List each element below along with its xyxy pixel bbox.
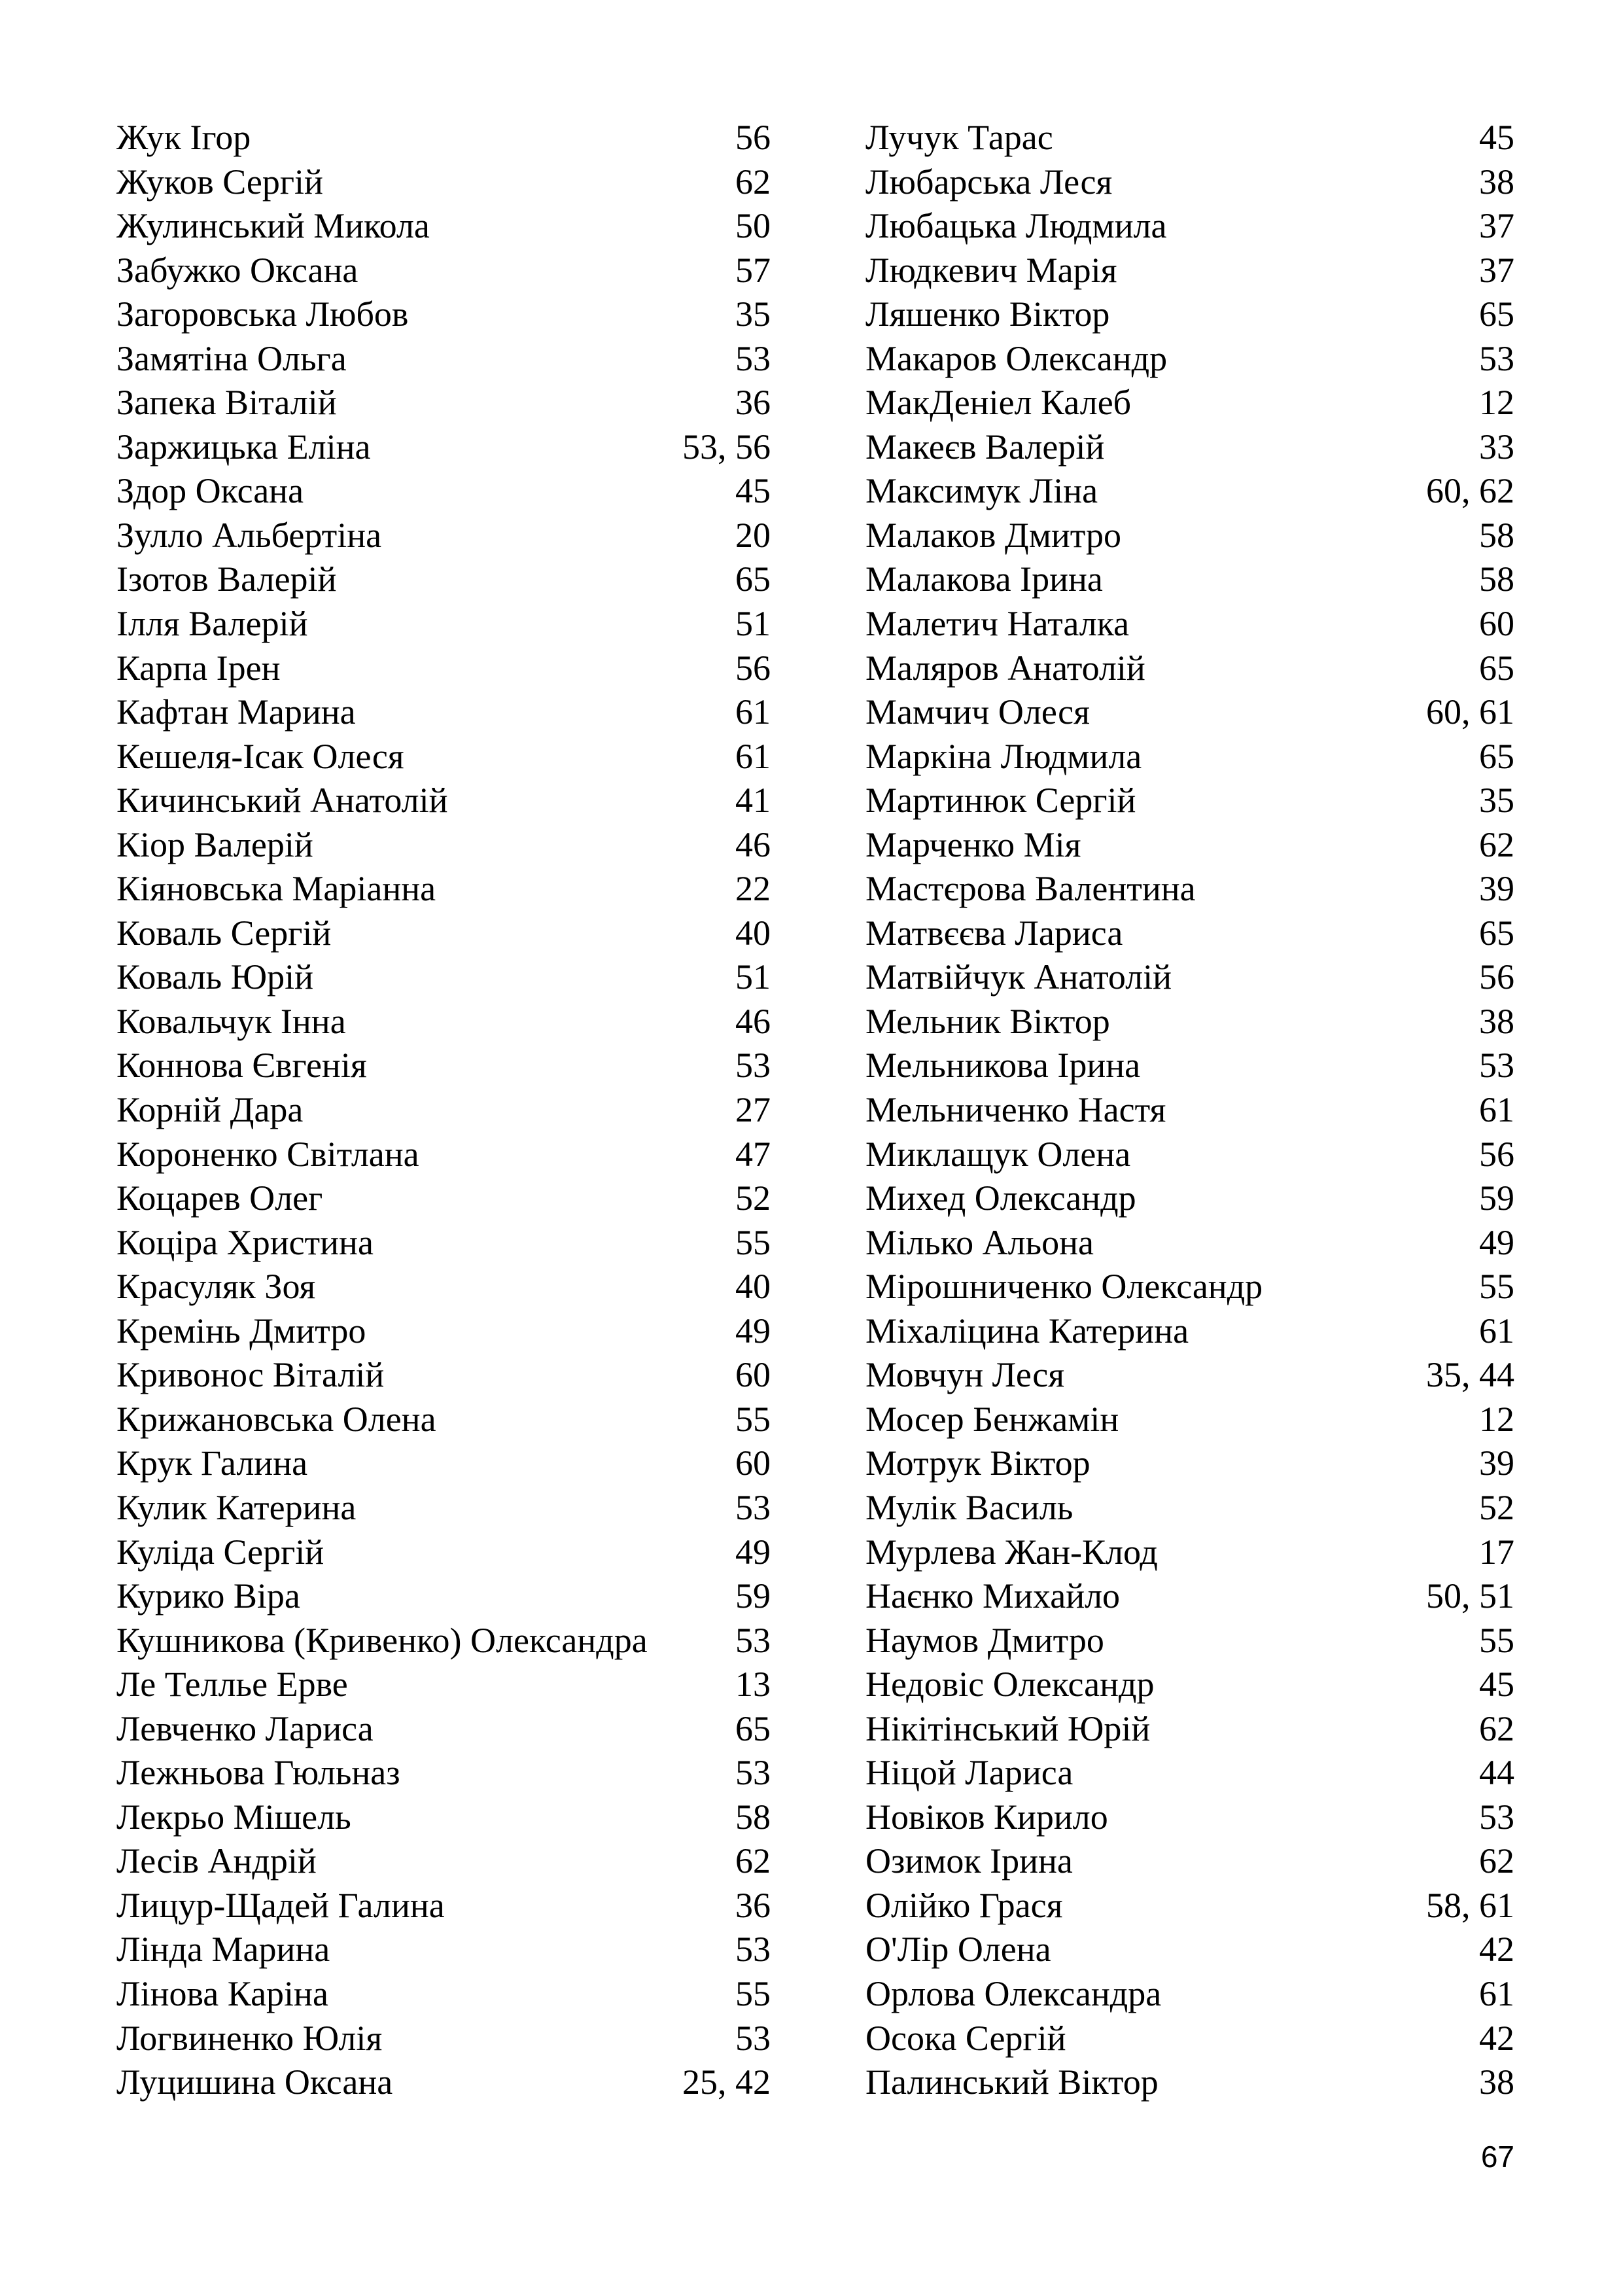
index-entry — [865, 1795, 1514, 1840]
entry-pages: 49 — [735, 1532, 771, 1572]
index-entry — [865, 1751, 1514, 1795]
index-entry — [116, 1044, 771, 1088]
index-entry — [865, 1309, 1514, 1354]
entry-pages: 51 — [735, 957, 771, 997]
index-entry — [116, 867, 771, 911]
entry-name: Любарська Леся — [865, 162, 1113, 202]
entry-pages: 39 — [1479, 1443, 1514, 1483]
entry-name: Коваль Сергій — [116, 913, 332, 953]
entry-name: Лесів Андрій — [116, 1841, 317, 1881]
entry-name: Озимок Ірина — [865, 1841, 1073, 1881]
entry-pages: 35 — [735, 294, 771, 334]
index-entry — [865, 823, 1514, 868]
index-entry — [865, 1000, 1514, 1044]
index-entry — [865, 514, 1514, 558]
entry-pages: 61 — [735, 736, 771, 776]
index-entry — [116, 646, 771, 691]
index-entry — [116, 292, 771, 337]
entry-pages: 56 — [735, 648, 771, 688]
entry-pages: 12 — [1479, 383, 1514, 423]
entry-pages: 45 — [735, 471, 771, 511]
entry-pages: 35 — [1479, 781, 1514, 821]
index-entry — [865, 735, 1514, 779]
entry-pages: 53, 56 — [682, 427, 771, 467]
index-entry — [116, 337, 771, 381]
entry-name: Лицур-Щадей Галина — [116, 1885, 445, 1925]
index-entry — [865, 425, 1514, 470]
index-entry — [116, 1133, 771, 1177]
entry-name: Кешеля-Ісак Олеся — [116, 736, 404, 776]
entry-name: Ізотов Валерій — [116, 559, 337, 599]
index-entry — [865, 116, 1514, 160]
index-entry — [865, 602, 1514, 646]
entry-pages: 53 — [735, 1046, 771, 1086]
entry-name: Ляшенко Віктор — [865, 294, 1110, 334]
entry-name: Короненко Світлана — [116, 1134, 419, 1174]
index-entry — [116, 911, 771, 956]
entry-name: Здор Оксана — [116, 471, 304, 511]
entry-name: Крижановська Олена — [116, 1399, 436, 1439]
entry-name: Лекрьо Мішель — [116, 1797, 351, 1837]
entry-name: Мулік Василь — [865, 1487, 1073, 1527]
entry-name: Матвійчук Анатолій — [865, 957, 1172, 997]
index-entry — [865, 204, 1514, 249]
index-entry — [116, 1398, 771, 1442]
index-entry — [116, 1486, 771, 1530]
index-entry — [865, 1398, 1514, 1442]
entry-pages: 36 — [735, 1885, 771, 1925]
index-entry — [116, 1088, 771, 1133]
entry-name: Жук Ігор — [116, 118, 251, 157]
index-entry — [865, 1663, 1514, 1707]
entry-pages: 42 — [1479, 1930, 1514, 1969]
entry-pages: 53 — [735, 1753, 771, 1793]
index-entry — [116, 1795, 771, 1840]
entry-pages: 17 — [1479, 1532, 1514, 1572]
entry-name: Ілля Валерій — [116, 604, 308, 644]
index-entry — [865, 160, 1514, 205]
entry-name: Лежньова Гюльназ — [116, 1753, 400, 1793]
entry-pages: 55 — [735, 1399, 771, 1439]
entry-pages: 37 — [1479, 250, 1514, 290]
entry-name: О'Лір Олена — [865, 1930, 1051, 1969]
entry-name: Лучук Тарас — [865, 118, 1053, 157]
entry-name: Мамчич Олеся — [865, 692, 1090, 732]
entry-pages: 58, 61 — [1426, 1885, 1514, 1925]
entry-name: Коцарев Олег — [116, 1178, 323, 1218]
entry-pages: 55 — [735, 1973, 771, 2013]
entry-name: Миклащук Олена — [865, 1134, 1131, 1174]
index-entry — [116, 602, 771, 646]
index-entry — [865, 292, 1514, 337]
index-entry — [116, 1309, 771, 1354]
entry-pages: 22 — [735, 869, 771, 909]
index-entry — [865, 1884, 1514, 1928]
entry-pages: 39 — [1479, 869, 1514, 909]
index-entry — [116, 514, 771, 558]
entry-pages: 38 — [1479, 162, 1514, 202]
entry-pages: 53 — [735, 338, 771, 378]
entry-name: Орлова Олександра — [865, 1973, 1162, 2013]
index-entry — [865, 337, 1514, 381]
index-entry — [865, 2060, 1514, 2105]
entry-name: Мастєрова Валентина — [865, 869, 1196, 909]
entry-name: Коціра Христина — [116, 1222, 374, 1262]
index-entry — [865, 1972, 1514, 2017]
entry-name: Красуляк Зоя — [116, 1267, 316, 1307]
entry-name: Мірошниченко Олександр — [865, 1267, 1263, 1307]
index-entry — [116, 1663, 771, 1707]
index-entry — [116, 1530, 771, 1575]
entry-pages: 62 — [1479, 824, 1514, 864]
entry-pages: 65 — [1479, 648, 1514, 688]
entry-pages: 60 — [735, 1443, 771, 1483]
index-entry — [865, 1133, 1514, 1177]
index-entry — [865, 1441, 1514, 1486]
entry-name: Зулло Альбертіна — [116, 515, 382, 555]
entry-name: Максимук Ліна — [865, 471, 1098, 511]
entry-pages: 20 — [735, 515, 771, 555]
index-entry — [116, 469, 771, 514]
index-entry — [116, 1000, 771, 1044]
entry-pages: 25, 42 — [682, 2062, 771, 2102]
entry-name: Курико Віра — [116, 1576, 300, 1616]
entry-name: Кривонос Віталій — [116, 1355, 385, 1395]
entry-name: Осока Сергій — [865, 2018, 1066, 2058]
entry-pages: 35, 44 — [1426, 1355, 1514, 1395]
index-entry — [116, 1928, 771, 1972]
index-entry — [865, 1044, 1514, 1088]
entry-pages: 53 — [735, 1930, 771, 1969]
entry-name: МакДеніел Калеб — [865, 383, 1132, 423]
entry-pages: 40 — [735, 913, 771, 953]
page-number: 67 — [1480, 2140, 1514, 2174]
index-entry — [116, 1884, 771, 1928]
entry-pages: 45 — [1479, 118, 1514, 157]
entry-name: Наєнко Михайло — [865, 1576, 1121, 1616]
index-column-right — [865, 116, 1514, 2105]
index-entry — [116, 1176, 771, 1221]
entry-name: Ковальчук Інна — [116, 1001, 346, 1041]
entry-name: Макаров Олександр — [865, 338, 1168, 378]
index-entry — [116, 249, 771, 293]
index-entry — [116, 735, 771, 779]
entry-name: Маркіна Людмила — [865, 736, 1142, 776]
entry-name: Кушникова (Кривенко) Олександра — [116, 1620, 648, 1660]
index-entry — [116, 1221, 771, 1265]
index-entry — [116, 1972, 771, 2017]
entry-pages: 65 — [735, 559, 771, 599]
index-entry — [116, 116, 771, 160]
entry-name: Левченко Лариса — [116, 1708, 374, 1748]
entry-name: Карпа Ірен — [116, 648, 281, 688]
entry-name: Коннова Євгенія — [116, 1046, 367, 1086]
index-entry — [865, 955, 1514, 1000]
entry-name: Міхаліцина Катерина — [865, 1311, 1189, 1351]
entry-name: Мілько Альона — [865, 1222, 1094, 1262]
entry-pages: 41 — [735, 781, 771, 821]
entry-pages: 65 — [1479, 736, 1514, 776]
entry-name: Маляров Анатолій — [865, 648, 1145, 688]
entry-pages: 57 — [735, 250, 771, 290]
entry-pages: 53 — [735, 2018, 771, 2058]
entry-pages: 44 — [1479, 1753, 1514, 1793]
index-entry — [116, 690, 771, 735]
index-entry — [865, 1574, 1514, 1619]
entry-name: Забужко Оксана — [116, 250, 358, 290]
entry-name: Матвєєва Лариса — [865, 913, 1123, 953]
entry-pages: 58 — [735, 1797, 771, 1837]
entry-name: Людкевич Марія — [865, 250, 1117, 290]
entry-pages: 65 — [735, 1708, 771, 1748]
entry-pages: 65 — [1479, 294, 1514, 334]
index-entry — [865, 1530, 1514, 1575]
entry-name: Ніцой Лариса — [865, 1753, 1073, 1793]
entry-pages: 61 — [1479, 1090, 1514, 1130]
entry-pages: 46 — [735, 1001, 771, 1041]
entry-pages: 42 — [1479, 2018, 1514, 2058]
entry-name: Малакова Ірина — [865, 559, 1103, 599]
entry-name: Олійко Грася — [865, 1885, 1063, 1925]
entry-pages: 36 — [735, 383, 771, 423]
entry-name: Мурлева Жан-Клод — [865, 1532, 1158, 1572]
entry-name: Палинський Віктор — [865, 2062, 1159, 2102]
entry-pages: 56 — [1479, 1134, 1514, 1174]
entry-pages: 62 — [735, 1841, 771, 1881]
entry-name: Жуков Сергій — [116, 162, 323, 202]
entry-pages: 52 — [735, 1178, 771, 1218]
entry-name: Кулик Катерина — [116, 1487, 357, 1527]
entry-name: Лінова Каріна — [116, 1973, 328, 2013]
entry-name: Наумов Дмитро — [865, 1620, 1104, 1660]
index-entry — [116, 381, 771, 425]
entry-name: Мартинюк Сергій — [865, 781, 1136, 821]
index-entry — [865, 381, 1514, 425]
entry-name: Жулинський Микола — [116, 206, 430, 246]
entry-pages: 50 — [735, 206, 771, 246]
index-entry — [865, 1707, 1514, 1752]
index-entry — [116, 425, 771, 470]
entry-name: Нікітінський Юрій — [865, 1708, 1151, 1748]
entry-name: Логвиненко Юлія — [116, 2018, 383, 2058]
entry-name: Недовіс Олександр — [865, 1665, 1155, 1704]
entry-pages: 60, 62 — [1426, 471, 1514, 511]
entry-pages: 49 — [1479, 1222, 1514, 1262]
index-column-left — [116, 116, 771, 2105]
index-entry — [116, 1619, 771, 1663]
entry-pages: 61 — [1479, 1973, 1514, 2013]
entry-name: Мельниченко Настя — [865, 1090, 1166, 1130]
entry-pages: 45 — [1479, 1665, 1514, 1704]
index-entry — [116, 1751, 771, 1795]
entry-pages: 52 — [1479, 1487, 1514, 1527]
index-entry — [116, 1839, 771, 1884]
index-entry — [865, 1619, 1514, 1663]
index-entry — [865, 911, 1514, 956]
index-entry — [116, 955, 771, 1000]
index-entry — [865, 1265, 1514, 1309]
entry-pages: 56 — [1479, 957, 1514, 997]
index-entry — [116, 1574, 771, 1619]
entry-pages: 55 — [1479, 1620, 1514, 1660]
entry-name: Михед Олександр — [865, 1178, 1136, 1218]
entry-pages: 13 — [735, 1665, 771, 1704]
entry-name: Марченко Мія — [865, 824, 1081, 864]
entry-name: Мовчун Леся — [865, 1355, 1065, 1395]
entry-name: Кремінь Дмитро — [116, 1311, 366, 1351]
index-entry — [865, 690, 1514, 735]
index-entry — [116, 160, 771, 205]
entry-name: Кафтан Марина — [116, 692, 356, 732]
entry-pages: 56 — [735, 118, 771, 157]
entry-name: Мосер Бенжамін — [865, 1399, 1119, 1439]
index-entry — [865, 1221, 1514, 1265]
entry-name: Кичинський Анатолій — [116, 781, 448, 821]
entry-pages: 55 — [1479, 1267, 1514, 1307]
index-entry — [865, 1088, 1514, 1133]
entry-name: Крук Галина — [116, 1443, 308, 1483]
index-entry — [865, 1176, 1514, 1221]
entry-name: Лінда Марина — [116, 1930, 330, 1969]
entry-name: Новіков Кирило — [865, 1797, 1108, 1837]
entry-pages: 38 — [1479, 1001, 1514, 1041]
entry-pages: 58 — [1479, 515, 1514, 555]
entry-pages: 27 — [735, 1090, 771, 1130]
entry-pages: 38 — [1479, 2062, 1514, 2102]
index-entry — [865, 2017, 1514, 2061]
entry-pages: 60, 61 — [1426, 692, 1514, 732]
index-entry — [116, 823, 771, 868]
index-entry — [116, 1707, 771, 1752]
entry-pages: 59 — [1479, 1178, 1514, 1218]
index-entry — [116, 1265, 771, 1309]
entry-pages: 12 — [1479, 1399, 1514, 1439]
entry-pages: 46 — [735, 824, 771, 864]
entry-name: Замятіна Ольга — [116, 338, 347, 378]
index-entry — [865, 867, 1514, 911]
entry-pages: 59 — [735, 1576, 771, 1616]
entry-name: Ле Теллье Ерве — [116, 1665, 348, 1704]
index-entry — [865, 249, 1514, 293]
entry-pages: 55 — [735, 1222, 771, 1262]
entry-pages: 50, 51 — [1426, 1576, 1514, 1616]
entry-name: Загоровська Любов — [116, 294, 409, 334]
entry-name: Малетич Наталка — [865, 604, 1130, 644]
entry-pages: 58 — [1479, 559, 1514, 599]
index-entry — [116, 204, 771, 249]
index-entry — [865, 646, 1514, 691]
entry-name: Кіяновська Маріанна — [116, 869, 436, 909]
index-entry — [116, 1441, 771, 1486]
entry-pages: 47 — [735, 1134, 771, 1174]
entry-pages: 33 — [1479, 427, 1514, 467]
entry-name: Мельник Віктор — [865, 1001, 1110, 1041]
entry-pages: 60 — [1479, 604, 1514, 644]
index-entry — [865, 1353, 1514, 1398]
index-entry — [865, 469, 1514, 514]
entry-pages: 60 — [735, 1355, 771, 1395]
entry-name: Малаков Дмитро — [865, 515, 1122, 555]
entry-name: Луцишина Оксана — [116, 2062, 393, 2102]
entry-name: Любацька Людмила — [865, 206, 1167, 246]
entry-pages: 53 — [735, 1487, 771, 1527]
entry-name: Мотрук Віктор — [865, 1443, 1091, 1483]
entry-pages: 62 — [1479, 1708, 1514, 1748]
entry-name: Коваль Юрій — [116, 957, 314, 997]
entry-name: Куліда Сергій — [116, 1532, 324, 1572]
entry-pages: 49 — [735, 1311, 771, 1351]
index-entry — [116, 2017, 771, 2061]
index-entry — [116, 2060, 771, 2105]
entry-name: Мельникова Ірина — [865, 1046, 1141, 1086]
entry-pages: 65 — [1479, 913, 1514, 953]
entry-pages: 62 — [1479, 1841, 1514, 1881]
entry-pages: 37 — [1479, 206, 1514, 246]
entry-pages: 62 — [735, 162, 771, 202]
index-entry — [865, 779, 1514, 823]
index-entry — [865, 1839, 1514, 1884]
entry-name: Кіор Валерій — [116, 824, 313, 864]
index-entry — [865, 557, 1514, 602]
entry-pages: 51 — [735, 604, 771, 644]
entry-pages: 53 — [1479, 1797, 1514, 1837]
index-entry — [865, 1486, 1514, 1530]
entry-name: Запека Віталій — [116, 383, 337, 423]
entry-name: Заржицька Еліна — [116, 427, 371, 467]
entry-pages: 53 — [1479, 1046, 1514, 1086]
entry-pages: 61 — [1479, 1311, 1514, 1351]
index-entry — [116, 779, 771, 823]
index-entry — [116, 557, 771, 602]
entry-name: Корній Дара — [116, 1090, 304, 1130]
index-entry — [865, 1928, 1514, 1972]
entry-pages: 40 — [735, 1267, 771, 1307]
index-entry — [116, 1353, 771, 1398]
entry-pages: 53 — [735, 1620, 771, 1660]
entry-pages: 61 — [735, 692, 771, 732]
entry-pages: 53 — [1479, 338, 1514, 378]
entry-name: Макеєв Валерій — [865, 427, 1105, 467]
